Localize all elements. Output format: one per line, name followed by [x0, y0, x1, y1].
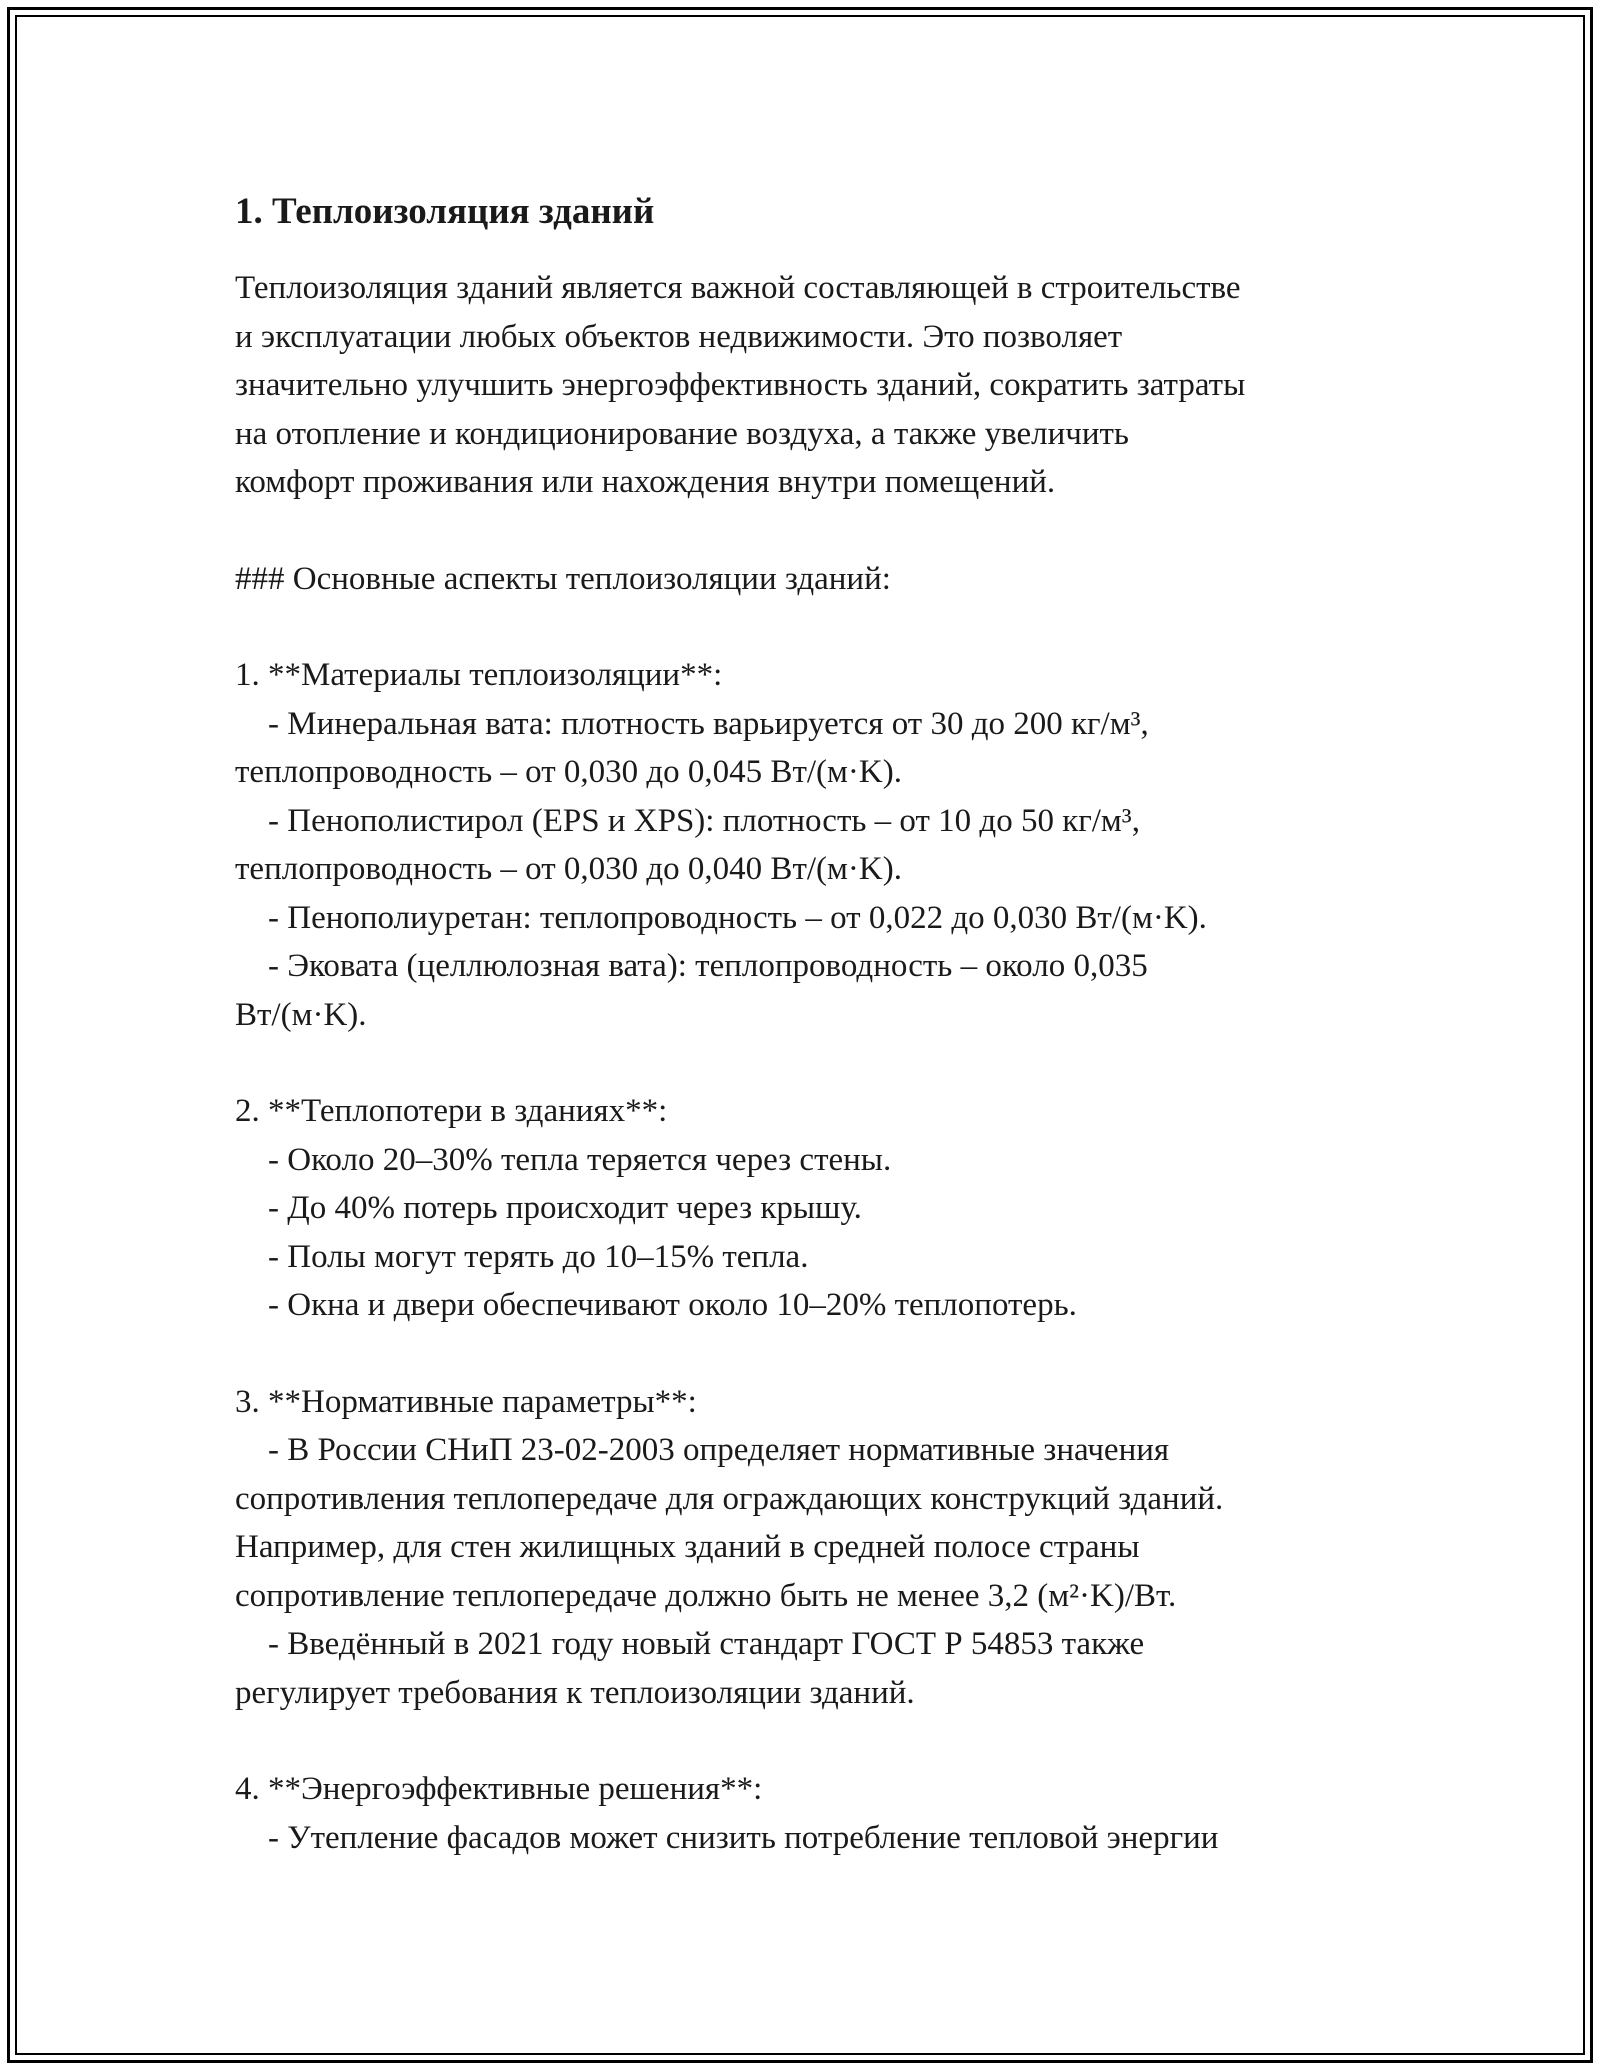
section-line: - До 40% потерь происходит через крышу.: [235, 1190, 862, 1226]
section-line: - Введённый в 2021 году новый стандарт ГОСТ Р 54853 также: [235, 1626, 1145, 1662]
section-line: Вт/(м·K).: [235, 996, 367, 1033]
intro-line: Теплоизоляция зданий является важной составляющей в строительстве: [235, 270, 1241, 306]
section-regulations: [235, 1378, 1415, 1718]
intro-paragraph: [235, 264, 1415, 507]
section-line: 3. **Нормативные параметры**:: [235, 1383, 697, 1420]
document-body: [235, 190, 1415, 1862]
intro-line: на отопление и кондиционирование воздуха, а также увеличить: [235, 415, 1129, 452]
section-line: - В России СНиП 23-02-2003 определяет нормативные значения: [235, 1432, 1170, 1468]
section-energy-solutions: [235, 1765, 1415, 1862]
section-line: сопротивление теплопередаче должно быть не менее 3,2 (м²·K)/Вт.: [235, 1577, 1177, 1614]
section-line: Например, для стен жилищных зданий в средней полосе страны: [235, 1529, 1140, 1565]
section-line: - Утепление фасадов может снизить потребление тепловой энергии: [235, 1819, 1219, 1856]
section-line: - Около 20–30% тепла теряется через стены.: [235, 1141, 892, 1178]
section-line: - Эковата (целлюлозная вата): теплопроводность – около 0,035: [235, 948, 1148, 984]
section-line: регулирует требования к теплоизоляции зданий.: [235, 1674, 915, 1711]
intro-line: и эксплуатации любых объектов недвижимости. Это позволяет: [235, 318, 1123, 355]
section-line: - Полы могут терять до 10–15% тепла.: [235, 1238, 809, 1275]
document-title: 1. Теплоизоляция зданий: [235, 191, 655, 232]
intro-line: значительно улучшить энергоэффективность зданий, сократить затраты: [235, 367, 1246, 403]
section-line: - Пенополиуретан: теплопроводность – от 0,022 до 0,030 Вт/(м·K).: [235, 899, 1207, 936]
section-line: 1. **Материалы теплоизоляции**:: [235, 657, 723, 693]
section-heat-loss: [235, 1087, 1415, 1330]
section-heading: ### Основные аспекты теплоизоляции зданий:: [235, 560, 891, 597]
section-line: 2. **Теплопотери в зданиях**:: [235, 1093, 668, 1129]
section-line: 4. **Энергоэффективные решения**:: [235, 1771, 763, 1807]
section-line: - Минеральная вата: плотность варьируется от 30 до 200 кг/м³,: [235, 705, 1149, 742]
section-line: теплопроводность – от 0,030 до 0,040 Вт/(м·K).: [235, 851, 902, 887]
section-line: теплопроводность – от 0,030 до 0,045 Вт/(м·K).: [235, 754, 902, 790]
section-line: - Окна и двери обеспечивают около 10–20% теплопотерь.: [235, 1287, 1077, 1323]
section-line: сопротивления теплопередаче для ограждающих конструкций зданий.: [235, 1480, 1224, 1517]
intro-line: комфорт проживания или нахождения внутри помещений.: [235, 464, 1056, 500]
section-materials: [235, 651, 1415, 1039]
section-line: - Пенополистирол (EPS и XPS): плотность – от 10 до 50 кг/м³,: [235, 802, 1140, 839]
